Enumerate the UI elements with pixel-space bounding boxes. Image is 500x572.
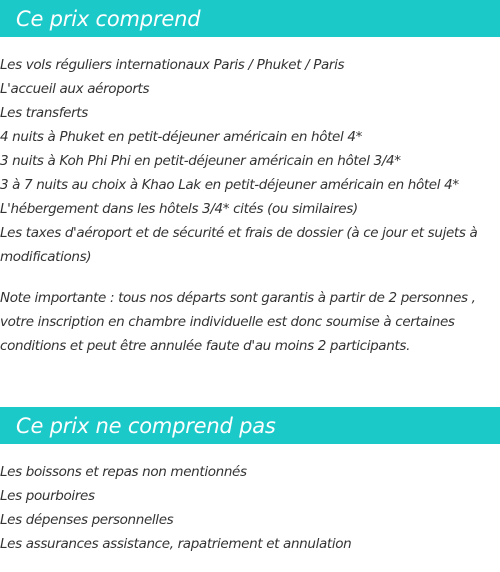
important-note: Note importante : tous nos départs sont garantis à partir de 2 personnes , votre inscription en chambre individuelle est donc soumise à certaines conditions et peut être annulée faute d'au moins 2 participants. [0,290,476,354]
list-item: L'hébergement dans les hôtels 3/4* cités (ou similaires) [0,201,358,217]
excludes-list [0,460,500,556]
list-item: Les pourboires [0,488,95,504]
list-item: Les transferts [0,105,88,121]
list-item: L'accueil aux aéroports [0,81,150,97]
section-title-excludes: Ce prix ne comprend pas [16,413,276,438]
list-item: Les assurances assistance, rapatriement et annulation [0,536,352,552]
section-title-includes: Ce prix comprend [16,6,201,31]
section-header-includes [0,0,500,37]
list-item: Les dépenses personnelles [0,512,174,528]
includes-list [0,53,500,269]
list-item: Les vols réguliers internationaux Paris / Phuket / Paris [0,57,345,73]
list-item: Les taxes d'aéroport et de sécurité et frais de dossier (à ce jour et sujets à modifications) [0,225,478,265]
section-header-excludes [0,407,500,444]
list-item: 4 nuits à Phuket en petit-déjeuner américain en hôtel 4* [0,129,362,145]
list-item: Les boissons et repas non mentionnés [0,464,247,480]
list-item: 3 nuits à Koh Phi Phi en petit-déjeuner américain en hôtel 3/4* [0,153,401,169]
list-item: 3 à 7 nuits au choix à Khao Lak en petit-déjeuner américain en hôtel 4* [0,177,459,193]
